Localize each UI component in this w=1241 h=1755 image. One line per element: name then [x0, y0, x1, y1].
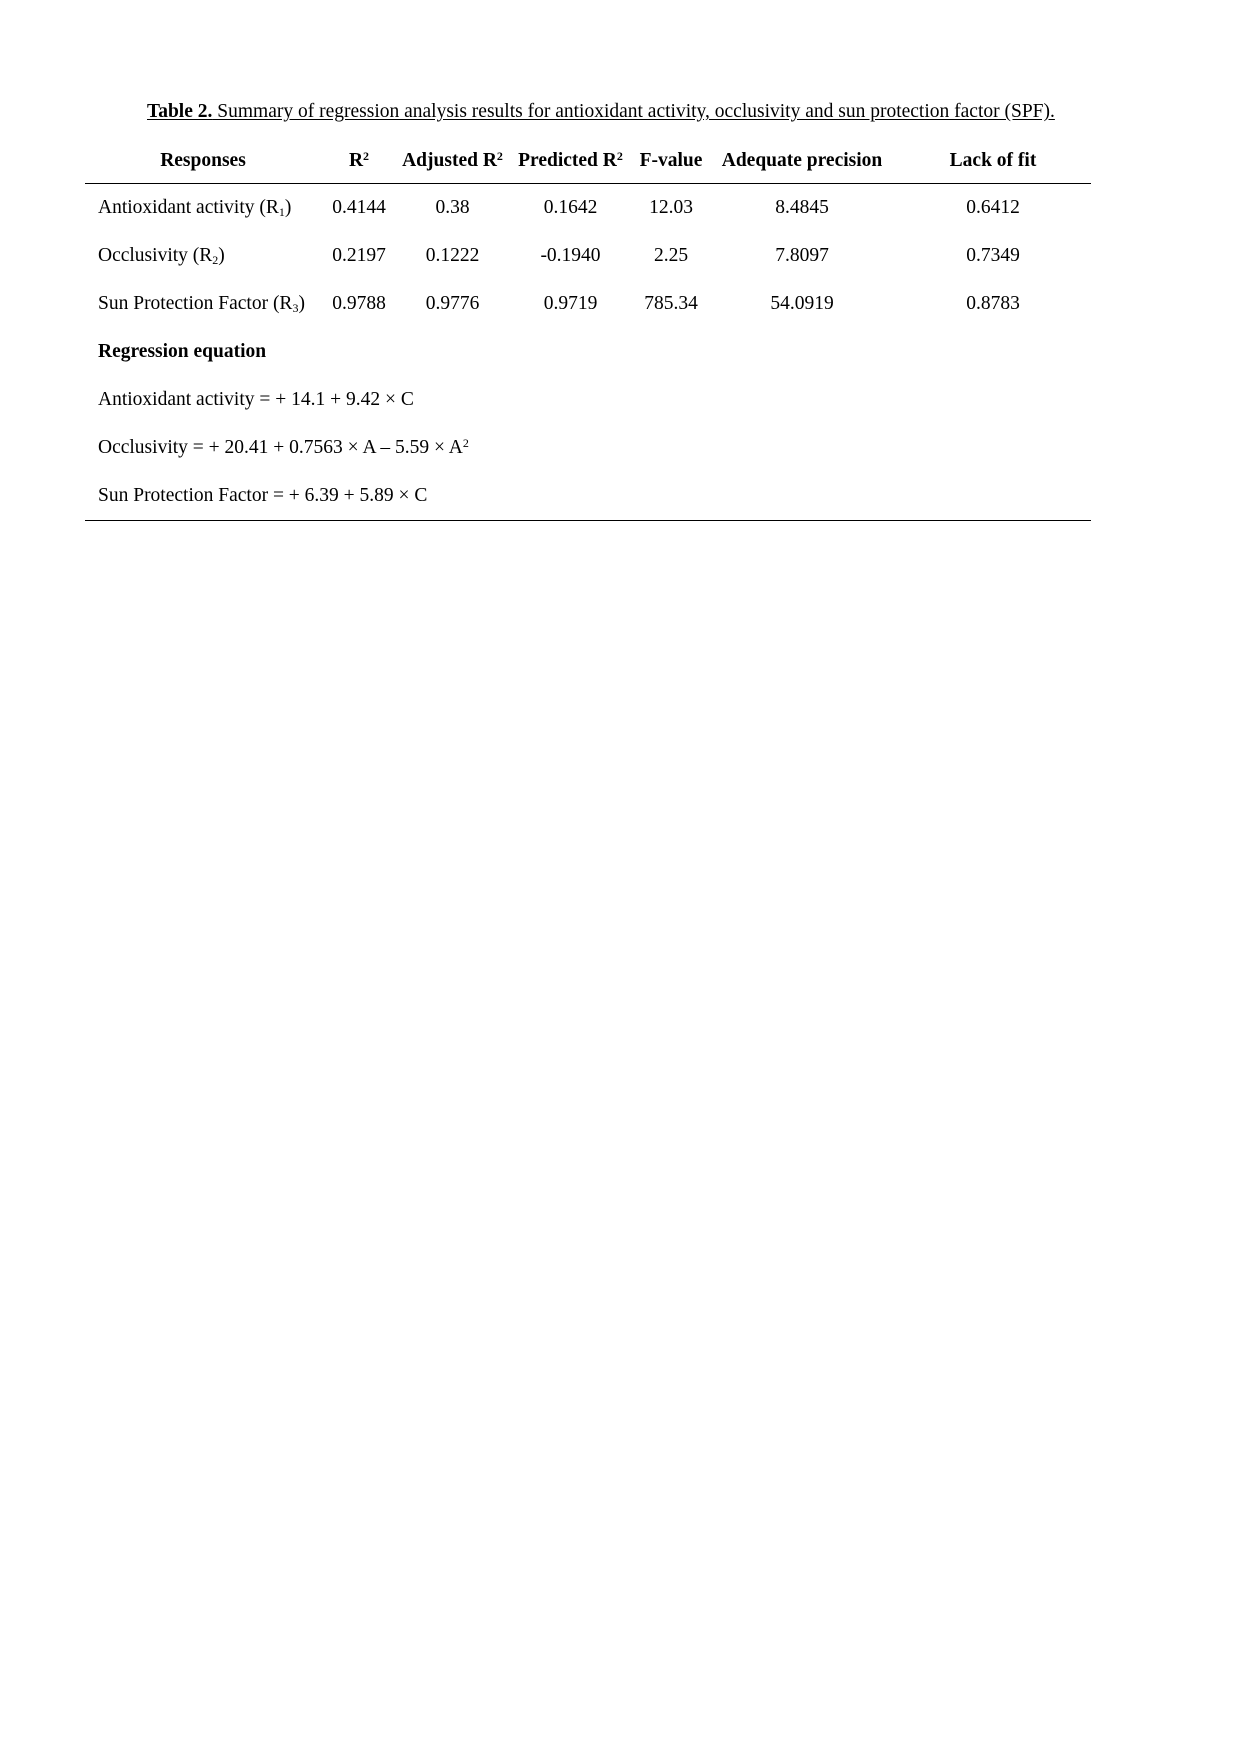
- header-adjusted-r2-base: Adjusted R: [402, 150, 497, 171]
- regression-results-table: [85, 139, 1091, 521]
- header-adequate-precision: Adequate precision: [709, 139, 895, 184]
- r2-cell: 0.9788: [332, 293, 386, 314]
- lack-of-fit-cell: 0.6412: [966, 197, 1020, 218]
- adequate-precision-cell: 8.4845: [775, 197, 829, 218]
- response-subscript: 1: [278, 205, 285, 219]
- header-responses: Responses: [85, 139, 321, 184]
- f-value-cell: 12.03: [649, 197, 693, 218]
- table-row: [85, 232, 1091, 280]
- response-name: Antioxidant activity (R: [98, 197, 279, 218]
- header-r2: [321, 139, 397, 184]
- lack-of-fit-cell: 0.7349: [966, 245, 1020, 266]
- header-lack-of-fit: Lack of fit: [895, 139, 1091, 184]
- header-predicted-r2-sup: 2: [616, 149, 623, 163]
- header-f-value: F-value: [633, 139, 709, 184]
- header-row: [85, 139, 1091, 184]
- equation-heading: Regression equation: [98, 341, 267, 362]
- predicted-r2-cell: -0.1940: [540, 245, 601, 266]
- table-row: [85, 184, 1091, 233]
- equation-row: [85, 424, 1091, 472]
- table-row: [85, 280, 1091, 328]
- equation-antioxidant: Antioxidant activity = + 14.1 + 9.42 × C: [98, 389, 414, 410]
- adjusted-r2-cell: 0.38: [435, 197, 470, 218]
- response-name: Occlusivity (R: [98, 245, 213, 266]
- f-value-cell: 785.34: [644, 293, 698, 314]
- table-caption-label: Table 2.: [147, 101, 213, 122]
- adjusted-r2-cell: 0.9776: [425, 293, 480, 314]
- response-name-cell: [85, 280, 321, 328]
- header-r2-base: R: [348, 150, 364, 171]
- r2-cell: 0.4144: [332, 197, 386, 218]
- header-predicted-r2-base: Predicted R: [518, 150, 617, 171]
- equation-heading-row: [85, 328, 1091, 376]
- r2-cell: 0.2197: [332, 245, 386, 266]
- predicted-r2-cell: 0.9719: [543, 293, 598, 314]
- response-subscript: 3: [292, 301, 299, 315]
- equation-occlusivity-text: Occlusivity = + 20.41 + 0.7563 × A – 5.59 × A: [98, 437, 463, 458]
- adjusted-r2-cell: 0.1222: [425, 245, 480, 266]
- response-close: ): [298, 293, 305, 314]
- predicted-r2-cell: 0.1642: [543, 197, 598, 218]
- equation-spf: Sun Protection Factor = + 6.39 + 5.89 × C: [85, 472, 1091, 521]
- equation-occlusivity-sup: 2: [462, 436, 469, 450]
- equation-occlusivity: [85, 424, 1091, 472]
- table-caption: [147, 100, 1055, 124]
- header-predicted-r2: [508, 139, 633, 184]
- response-name: Sun Protection Factor (R: [98, 293, 293, 314]
- header-adjusted-r2-sup: 2: [496, 149, 503, 163]
- response-name-cell: [85, 232, 321, 280]
- equation-row: [85, 472, 1091, 521]
- adequate-precision-cell: 54.0919: [770, 293, 834, 314]
- lack-of-fit-cell: 0.8783: [966, 293, 1020, 314]
- table-caption-text: Summary of regression analysis results for antioxidant activity, occlusivity and sun protection factor (SPF).: [212, 101, 1055, 122]
- f-value-cell: 2.25: [653, 245, 689, 266]
- response-close: ): [284, 197, 292, 218]
- header-r2-sup: 2: [363, 149, 370, 163]
- response-close: ): [218, 245, 225, 266]
- response-name-cell: [85, 184, 321, 233]
- equation-row: [85, 376, 1091, 424]
- adequate-precision-cell: 7.8097: [775, 245, 829, 266]
- response-subscript: 2: [212, 253, 219, 267]
- header-adjusted-r2: [397, 139, 508, 184]
